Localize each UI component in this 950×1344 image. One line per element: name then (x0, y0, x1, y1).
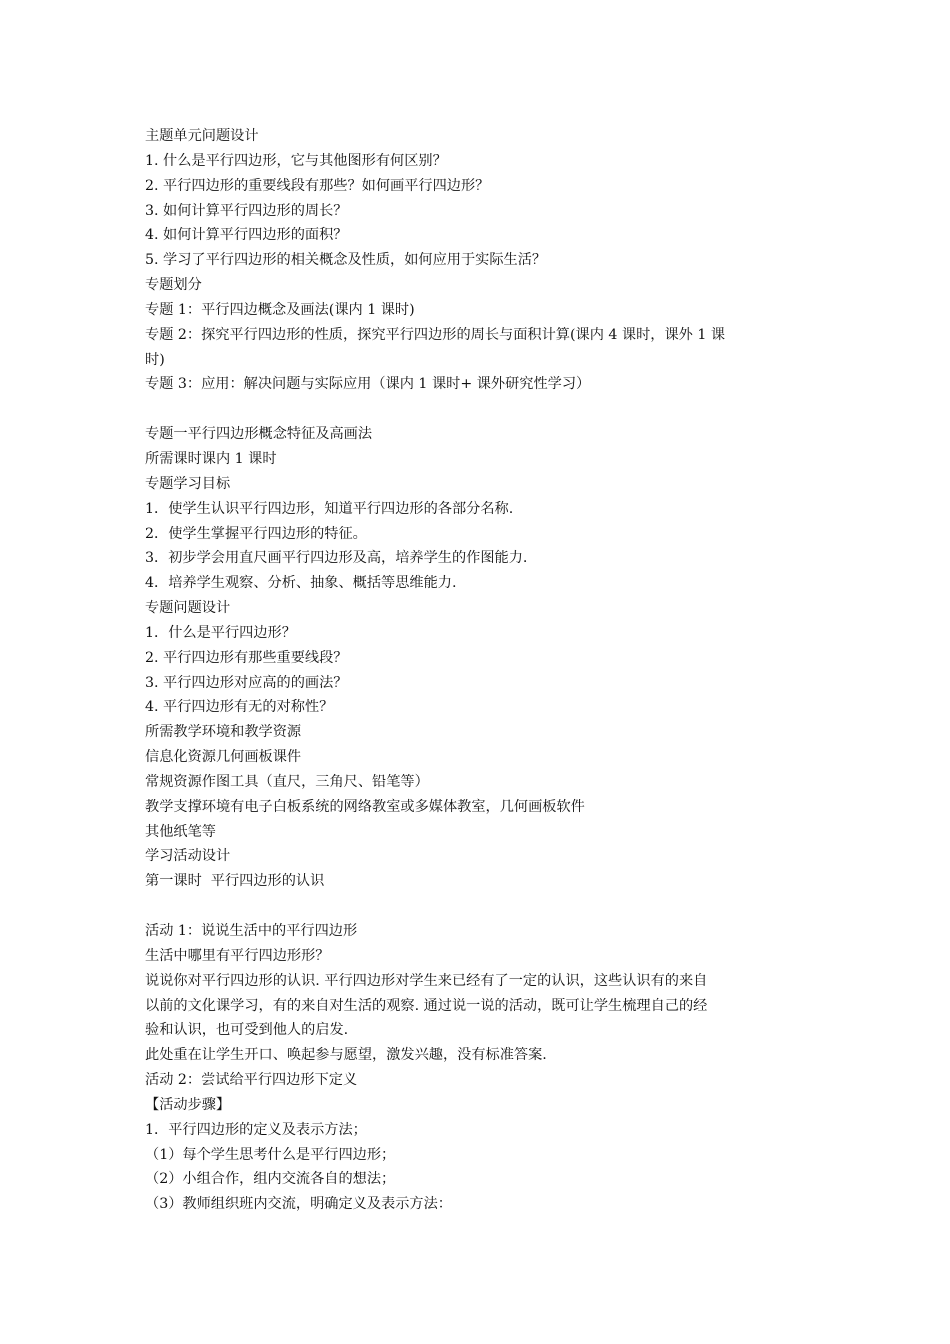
paragraph-line: 所需课时课内 1 课时 (145, 450, 277, 467)
section-heading: 专题划分 (145, 277, 202, 294)
topic-item: 专题 2：探究平行四边形的性质，探究平行四边形的周长与面积计算(课内 4 课时，课外 1 课 (145, 326, 726, 343)
paragraph-line: 生活中哪里有平行四边形形？ (145, 947, 330, 964)
step-item: （1）每个学生思考什么是平行四边形； (145, 1146, 396, 1163)
paragraph-line: 常规资源作图工具（直尺，三角尺、铅笔等） (145, 773, 429, 790)
question-item: 4. 平行四边形有无的对称性？ (145, 699, 334, 716)
topic-item: 专题 3：应用：解决问题与实际应用（课内 1 课时+ 课外研究性学习） (145, 376, 591, 393)
step-item: （2）小组合作，组内交流各自的想法； (145, 1171, 396, 1188)
section-heading: 专题问题设计 (145, 600, 231, 617)
paragraph-line: 验和认识，也可受到他人的启发. (145, 1022, 349, 1039)
paragraph-line: 信息化资源几何画板课件 (145, 749, 302, 766)
question-item: 5. 学习了平行四边形的相关概念及性质，如何应用于实际生活？ (145, 252, 547, 269)
goal-item: 2．使学生掌握平行四边形的特征。 (145, 525, 367, 542)
topic-item-continued: 时) (145, 351, 165, 368)
paragraph-line: 此处重在让学生开口、唤起参与愿望，激发兴趣，没有标准答案. (145, 1047, 547, 1064)
goal-item: 1．使学生认识平行四边形，知道平行四边形的各部分名称. (145, 500, 514, 517)
question-item: 2. 平行四边形的重要线段有那些？如何画平行四边形？ (145, 177, 490, 194)
question-item: 3. 平行四边形对应高的的画法？ (145, 674, 348, 691)
goal-item: 4．培养学生观察、分析、抽象、概括等思维能力. (145, 575, 457, 592)
question-item: 1．什么是平行四边形？ (145, 624, 296, 641)
question-item: 3. 如何计算平行四边形的周长？ (145, 202, 348, 219)
section-heading: 学习活动设计 (145, 848, 231, 865)
blank-line (145, 397, 810, 422)
blank-line (145, 894, 810, 919)
paragraph-line: 以前的文化课学习，有的来自对生活的观察. 通过说一说的活动，既可让学生梳理自己的经 (145, 997, 708, 1014)
question-item: 4. 如何计算平行四边形的面积？ (145, 227, 348, 244)
paragraph-line: 说说你对平行四边形的认识. 平行四边形对学生来已经有了一定的认识，这些认识有的来自 (145, 972, 708, 989)
paragraph-line: 教学支撑环境有电子白板系统的网络教室或多媒体教室，几何画板软件 (145, 798, 585, 815)
step-item: 1．平行四边形的定义及表示方法； (145, 1121, 367, 1138)
question-item: 1. 什么是平行四边形，它与其他图形有何区别？ (145, 152, 447, 169)
topic-item: 专题 1：平行四边概念及画法(课内 1 课时) (145, 301, 415, 318)
section-heading: 【活动步骤】 (145, 1096, 231, 1113)
step-item: （3）教师组织班内交流，明确定义及表示方法： (145, 1196, 452, 1213)
section-heading: 主题单元问题设计 (145, 128, 259, 144)
section-heading: 专题一平行四边形概念特征及高画法 (145, 426, 373, 443)
activity-heading: 活动 2：尝试给平行四边形下定义 (145, 1072, 358, 1089)
section-heading: 专题学习目标 (145, 475, 231, 492)
paragraph-line: 其他纸笔等 (145, 823, 216, 840)
document-body (145, 124, 810, 1217)
section-heading: 所需教学环境和教学资源 (145, 724, 302, 741)
lesson-title: 第一课时 平行四边形的认识 (145, 873, 325, 890)
goal-item: 3．初步学会用直尺画平行四边形及高，培养学生的作图能力. (145, 550, 528, 567)
activity-heading: 活动 1：说说生活中的平行四边形 (145, 923, 358, 939)
question-item: 2. 平行四边形有那些重要线段？ (145, 649, 348, 666)
